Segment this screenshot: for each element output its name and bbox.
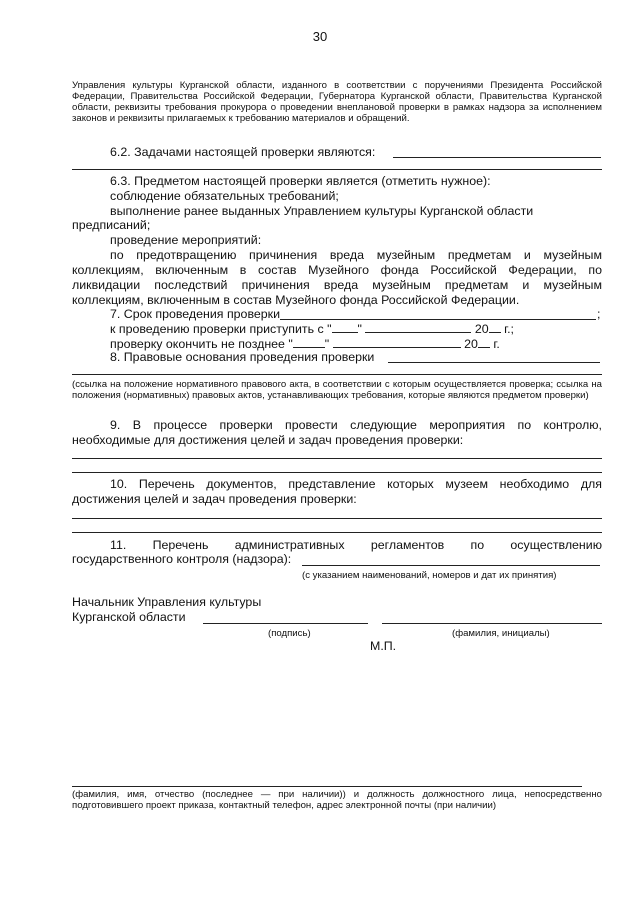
preparer-field[interactable] — [72, 786, 582, 787]
option-previous-orders-cont: предписаний; — [72, 218, 151, 232]
item-7-semicolon: ; — [597, 307, 601, 321]
option-measures[interactable]: проведение мероприятий: — [110, 233, 262, 247]
item-11-text: 11. Перечень административных регламентов по осуществлению — [110, 538, 602, 552]
item-10-text: 10. Перечень документов, представление которых музеем необходимо для достижения целей и задач проведения проверки: — [72, 477, 602, 506]
item-9-blank-1[interactable] — [72, 458, 602, 459]
start-year-field[interactable] — [489, 321, 501, 333]
item-9-text: 9. В процессе проверки провести следующие мероприятия по контролю, необходимые для достижения целей и задач проведения проверки: — [72, 418, 602, 447]
item-7-label: 7. Срок проведения проверки — [110, 307, 281, 321]
finish-month-field[interactable] — [333, 336, 461, 348]
finish-quote: " — [324, 337, 330, 351]
item-11-blank[interactable] — [302, 565, 600, 566]
item-10-blank-1[interactable] — [72, 518, 602, 519]
signature-field[interactable] — [203, 623, 368, 624]
signature-caption: (подпись) — [268, 628, 311, 639]
item-7-blank[interactable] — [280, 319, 596, 320]
finish-year-suffix: г. — [493, 337, 500, 351]
start-day-field[interactable] — [332, 321, 358, 333]
page-number: 30 — [312, 29, 328, 44]
preparer-note: (фамилия, имя, отчество (последнее — при наличии)) и должность должностного лица, непосредственно подготовившего проект приказа, контактный телефон, адрес электронной почты (при наличии) — [72, 789, 602, 811]
item-8-label: 8. Правовые основания проведения проверки — [110, 350, 375, 364]
item-6-3-label: 6.3. Предметом настоящей проверки является (отметить нужное): — [110, 174, 491, 188]
start-date-row — [110, 321, 514, 337]
item-8-blank-2[interactable] — [72, 374, 602, 375]
name-caption: (фамилия, инициалы) — [452, 628, 550, 639]
finish-day-field[interactable] — [293, 336, 325, 348]
start-date-label: к проведению проверки приступить с " — [110, 322, 332, 336]
intro-paragraph: Управления культуры Курганской области, изданного в соответствии с поручениями Президента Российской Федерации, Правительства Российской Федерации, Губернатора Курганской области, Правительства Курганской области, реквизиты требования прокурора о проведении внеплановой проверки в рамках надзора за исполнением законов и реквизиты прилагаемых к требованию материалов и обращений. — [72, 80, 602, 124]
finish-year-field[interactable] — [478, 336, 490, 348]
item-11-text-cont: государственного контроля (надзора): — [72, 552, 292, 566]
start-year-prefix: 20 — [474, 322, 489, 336]
signatory-title-line-1: Начальник Управления культуры — [72, 595, 262, 609]
stamp-placeholder: М.П. — [370, 639, 397, 653]
start-quote: " — [357, 322, 362, 336]
option-previous-orders[interactable]: выполнение ранее выданных Управлением культуры Курганской области — [110, 204, 534, 218]
option-mandatory-requirements[interactable]: соблюдение обязательных требований; — [110, 189, 339, 203]
item-8-blank[interactable] — [388, 362, 600, 363]
item-6-2-label: 6.2. Задачами настоящей проверки являются: — [110, 145, 376, 159]
item-8-note: (ссылка на положение нормативного правового акта, в соответствии с которым осуществляется проверка; ссылка на положения (нормативных) правовых актов, устанавливающих требования, которые являются предметом проверки) — [72, 379, 602, 401]
finish-year-prefix: 20 — [464, 337, 478, 351]
item-9-blank-2[interactable] — [72, 472, 602, 473]
item-6-2-blank[interactable] — [393, 157, 601, 158]
start-month-field[interactable] — [365, 321, 471, 333]
signatory-name-field[interactable] — [382, 623, 602, 624]
signatory-title-line-2: Курганской области — [72, 610, 186, 624]
start-year-suffix: г.; — [504, 322, 514, 336]
item-11-note: (с указанием наименований, номеров и дат их принятия) — [302, 570, 557, 581]
option-measures-detail: по предотвращению причинения вреда музейным предметам и музейным коллекциям, включенным в состав Музейного фонда Российской Федерации, по ликвидации последствий причинения вреда музейным предметам и музейным коллекциям, включенным в состав Музейного фонда Российской Федерации. — [72, 248, 602, 307]
finish-date-label: проверку окончить не позднее " — [110, 337, 293, 351]
item-10-blank-2[interactable] — [72, 532, 602, 533]
item-6-2-blank-2[interactable] — [72, 169, 602, 170]
